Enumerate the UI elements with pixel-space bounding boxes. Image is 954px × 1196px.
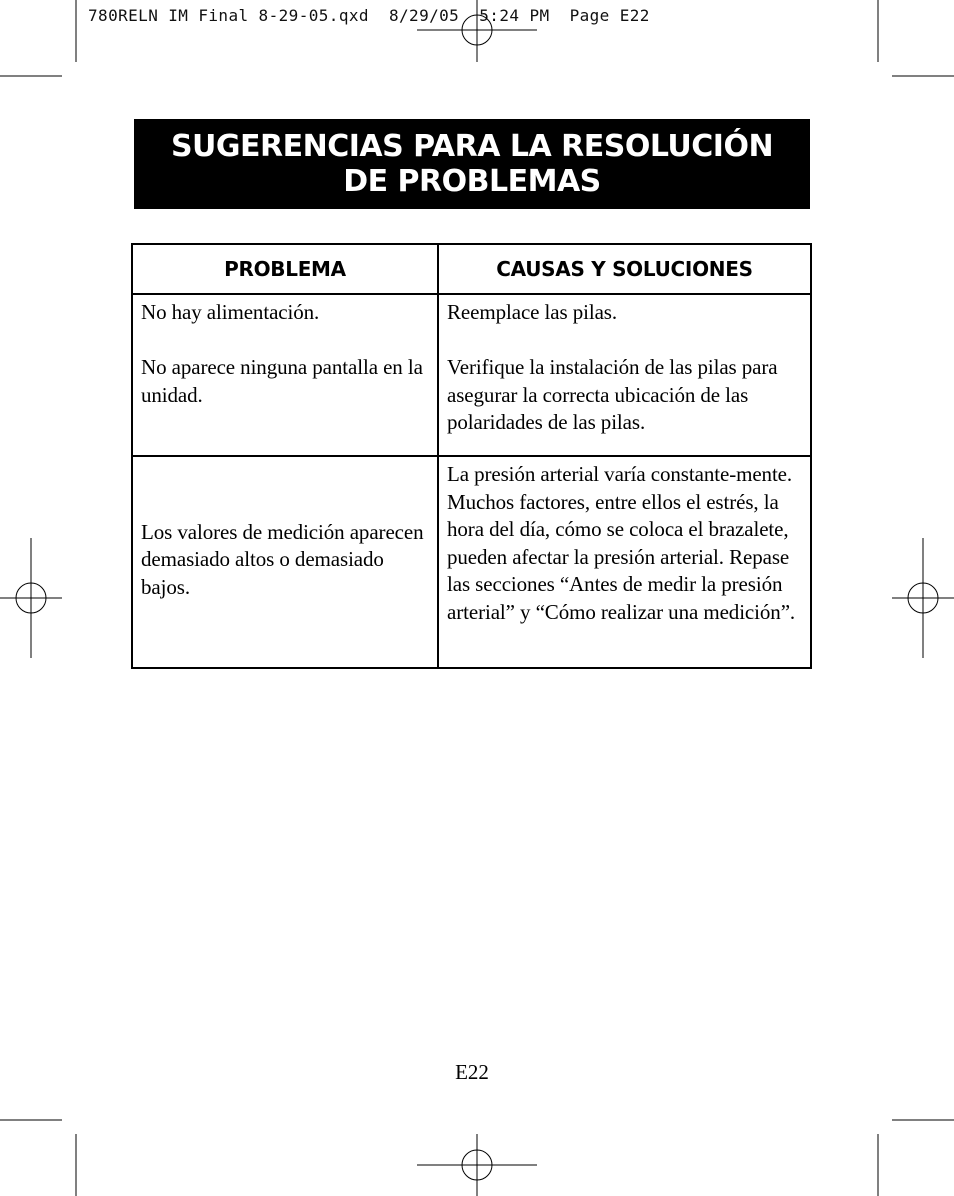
title-line-2: DE PROBLEMAS xyxy=(343,164,601,199)
section-title-banner xyxy=(134,119,810,209)
solution-text: Verifique la instalación de las pilas para asegurar la correcta ubicación de las polaridades de las pilas. xyxy=(447,355,778,434)
solution-cell xyxy=(438,456,811,668)
file-slug-line: 780RELN IM Final 8-29-05.qxd 8/29/05 5:24 PM Page E22 xyxy=(88,6,650,25)
table-header-row xyxy=(132,244,811,294)
problem-text: No hay alimentación. xyxy=(141,300,320,324)
solution-cell xyxy=(438,294,811,456)
solution-text: Reemplace las pilas. xyxy=(447,300,618,324)
header-causes-solutions: CAUSAS Y SOLUCIONES xyxy=(438,244,811,294)
solution-text: La presión arterial varía constante-mente. Muchos factores, entre ellos el estrés, la hora del día, cómo se coloca el brazalete, pueden afectar la presión arterial. Repase las secciones “Antes de medir la presión arterial” y “Cómo realizar una medición”. xyxy=(447,462,796,624)
page-number: E22 xyxy=(455,1060,489,1084)
table-row xyxy=(132,456,811,668)
table-row xyxy=(132,294,811,456)
troubleshooting-table xyxy=(131,243,812,669)
problem-cell xyxy=(132,294,438,456)
problem-text: Los valores de medición aparecen demasiado altos o demasiado bajos. xyxy=(141,519,424,599)
problem-text: No aparece ninguna pantalla en la unidad. xyxy=(141,355,423,407)
title-line-1: SUGERENCIAS PARA LA RESOLUCIÓN xyxy=(170,129,774,164)
problem-cell xyxy=(132,456,438,668)
header-problem: PROBLEMA xyxy=(132,244,438,294)
